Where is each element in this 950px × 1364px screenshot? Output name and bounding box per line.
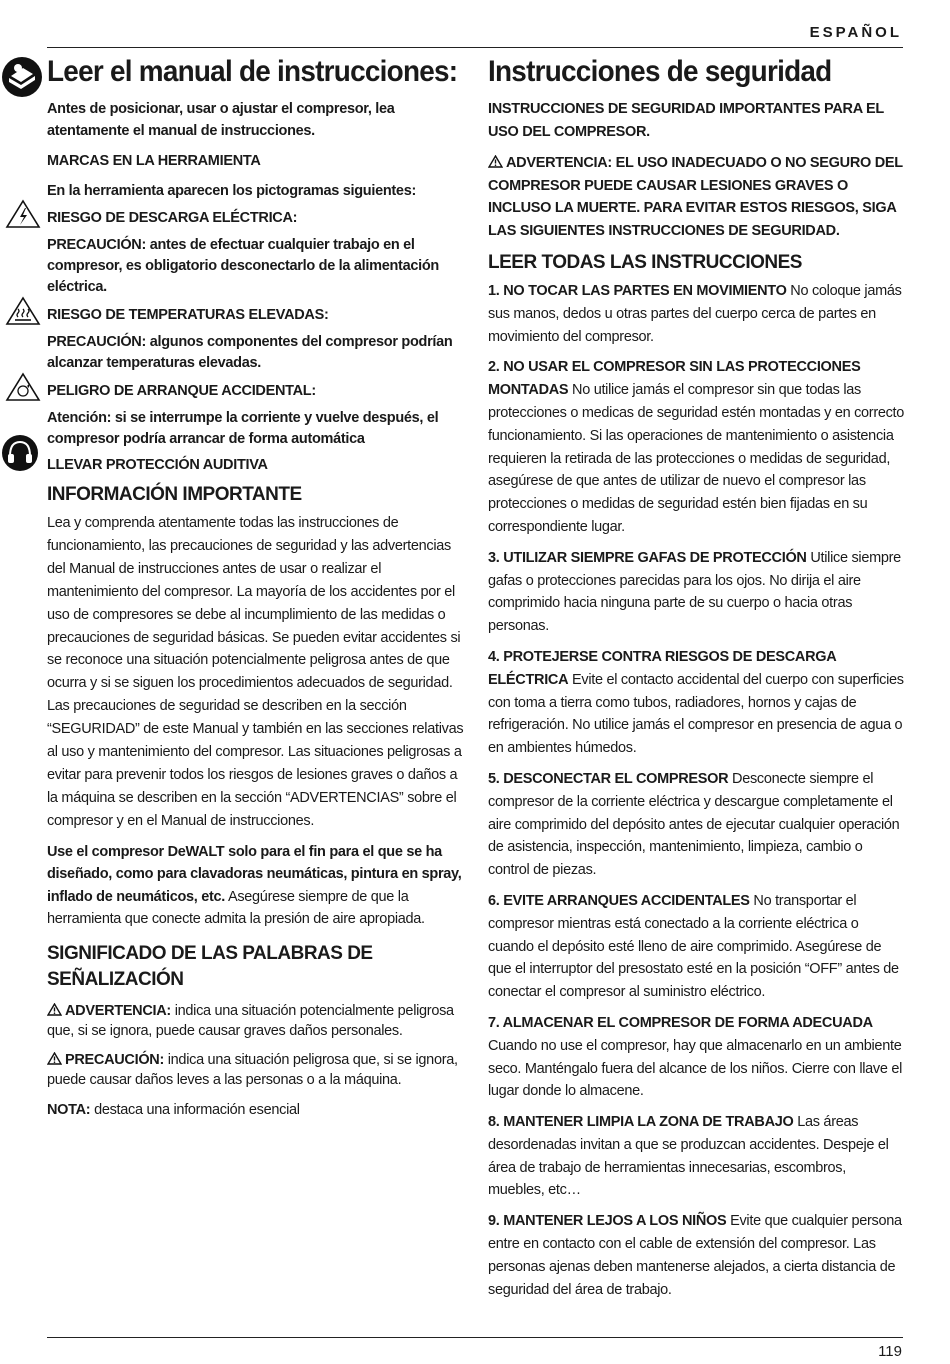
- warning-triangle-icon: [47, 1052, 62, 1065]
- ear-heading: LLEVAR PROTECCIÓN AUDITIVA: [47, 457, 268, 473]
- safety-warning: [488, 152, 906, 242]
- shock-pictogram-row: [47, 207, 465, 229]
- instruction-item: [488, 280, 906, 348]
- manual-intro: Antes de posicionar, usar o ajustar el compresor, lea atentamente el manual de instrucciones.: [47, 101, 395, 139]
- advertencia-label: ADVERTENCIA:: [65, 1002, 171, 1019]
- warning-triangle-icon: [488, 155, 503, 168]
- instruction-label: 4. PROTEJERSE CONTRA RIESGOS DE DESCARGA ELÉCTRICA: [488, 648, 836, 688]
- automatic-start-icon: [5, 372, 41, 402]
- instruction-item: [488, 890, 906, 1004]
- instruction-text: Utilice siempre gafas o protecciones parecidas para los ojos. No dirija el aire comprimido hacia ninguna parte de su cuerpo o hacia otras personas.: [488, 549, 901, 635]
- instruction-label: 8. MANTENER LIMPIA LA ZONA DE TRABAJO: [488, 1114, 794, 1131]
- start-pictogram-row: [47, 380, 465, 402]
- precaucion-text: indica una situación peligrosa que, si se ignora, puede causar daños leves a las personas o a la máquina.: [47, 1051, 458, 1089]
- instruction-text: Evite el contacto accidental del cuerpo con superficies con toma a tierra como tubos, radiadores, hornos y cajas de refrigeración. No utilice jamás el compresor en presencia de agua o en ambientes húmedos.: [488, 671, 904, 757]
- safety-subtitle: INSTRUCCIONES DE SEGURIDAD IMPORTANTES PARA EL USO DEL COMPRESOR.: [488, 101, 884, 140]
- shock-text: PRECAUCIÓN: antes de efectuar cualquier trabajo en el compresor, es obligatorio desconectarlo de la alimentación eléctrica.: [47, 237, 439, 295]
- start-heading: PELIGRO DE ARRANQUE ACCIDENTAL:: [47, 383, 316, 399]
- heat-text: PRECAUCIÓN: algunos componentes del compresor podrían alcanzar temperaturas elevadas.: [47, 334, 453, 371]
- instruction-label: 5. DESCONECTAR EL COMPRESOR: [488, 770, 729, 787]
- manual-section: [47, 54, 465, 90]
- heat-heading: RIESGO DE TEMPERATURAS ELEVADAS:: [47, 307, 329, 323]
- instruction-item: [488, 646, 906, 760]
- read-manual-icon: [1, 56, 43, 98]
- instruction-item: [488, 1111, 906, 1202]
- instruction-text: No coloque jamás sus manos, dedos u otras partes del cuerpo cerca de partes en movimiento del compresor.: [488, 283, 902, 345]
- page-title-right: Instrucciones de seguridad: [488, 55, 832, 88]
- use-text: Asegúrese siempre de que la herramienta que conecte admita la presión de aire apropiada.: [47, 888, 425, 928]
- electric-shock-icon: [5, 199, 41, 229]
- hot-surface-icon: [5, 296, 41, 326]
- shock-heading: RIESGO DE DESCARGA ELÉCTRICA:: [47, 210, 298, 226]
- page-title-left: Leer el manual de instrucciones:: [47, 55, 458, 88]
- instruction-text: No transportar el compresor mientras está conectado a la corriente eléctrica o cuando el depósito esté lleno de aire comprimido. Asegúrese de que el interruptor del presostato esté en la posición “OFF” antes de conectar el compresor al suministro eléctrico.: [488, 892, 899, 1001]
- page-number: 119: [878, 1343, 902, 1360]
- instruction-item: [488, 1210, 906, 1301]
- precaucion-paragraph: [47, 1050, 465, 1091]
- marks-intro: En la herramienta aparecen los pictogramas siguientes:: [47, 183, 416, 199]
- advertencia-paragraph: [47, 1001, 465, 1042]
- nota-paragraph: [47, 1099, 465, 1121]
- left-column: [47, 54, 465, 1127]
- nota-text: destaca una información esencial: [90, 1101, 300, 1118]
- instruction-item: [488, 768, 906, 882]
- warning-triangle-icon: [47, 1003, 62, 1016]
- header-rule: [47, 47, 903, 48]
- hearing-protection-icon: [1, 434, 39, 472]
- info-text: Lea y comprenda atentamente todas las instrucciones de funcionamiento, las precauciones de seguridad y las advertencias del Manual de instrucciones antes de usar o realizar el mantenimiento del compresor. La mayoría de los accidentes por el uso de compresores se debe al incumplimiento de las medidas o precauciones de seguridad básicas. Se pueden evitar accidentes si se reconoce una situación potencialmente peligrosa antes de que ocurra y si se siguen los procedimientos adecuados de seguridad. Las precauciones de seguridad se describen en la sección “SEGURIDAD” de este Manual y también en las secciones relativas al uso y mantenimiento del compresor. Las situaciones peligrosas a evitar para prevenir todos los riesgos de lesiones graves o daños a la máquina se describen en la sección “ADVERTENCIAS” sobre el compresor y en el Manual de instrucciones.: [47, 515, 464, 829]
- instruction-text: No utilice jamás el compresor sin que todas las protecciones o medicas de seguridad estén montadas y en correcto funcionamiento. Si las operaciones de mantenimiento o asistencia requieren la retirada de las protecciones o medidas de seguridad, asegúrese de que antes de utilizar de nuevo el compresor las protecciones o medidas de seguridad estén bien fijadas en su correspondiente lugar.: [488, 382, 905, 535]
- marks-heading: MARCAS EN LA HERRAMIENTA: [47, 153, 261, 169]
- instruction-text: Las áreas desordenadas invitan a que se produzcan accidentes. Despeje el área de trabajo de herramientas innecesarias, escombros, muebles, etc…: [488, 1114, 889, 1199]
- instruction-item: [488, 547, 906, 638]
- instruction-item: [488, 356, 906, 538]
- info-heading: INFORMACIÓN IMPORTANTE: [47, 484, 302, 505]
- instruction-text: Evite que cualquier persona entre en contacto con el cable de extensión del compresor. Las personas ajenas deben mantenerse alejados, a cierta distancia de seguridad del área de trabajo.: [488, 1213, 902, 1298]
- nota-label: NOTA:: [47, 1101, 91, 1118]
- language-label: ESPAÑOL: [809, 24, 902, 41]
- start-text: Atención: si se interrumpe la corriente y vuelve después, el compresor podría arrancar de forma automática: [47, 410, 439, 447]
- right-column: [488, 54, 906, 1309]
- ear-pictogram-row: [47, 454, 465, 476]
- use-paragraph: [47, 841, 465, 931]
- use-bold: Use el compresor DeWALT solo para el fin para el que se ha diseñado, como para clavadoras neumáticas, pintura en spray, inflado de neumáticos, etc.: [47, 843, 462, 905]
- instruction-label: 6. EVITE ARRANQUES ACCIDENTALES: [488, 892, 750, 909]
- instruction-item: [488, 1012, 906, 1103]
- instruction-label: 9. MANTENER LEJOS A LOS NIÑOS: [488, 1213, 727, 1230]
- instruction-list: [488, 280, 906, 1301]
- heat-pictogram-row: [47, 304, 465, 326]
- instruction-text: Cuando no use el compresor, hay que almacenarlo en un ambiente seco. Manténgalo fuera del alcance de los niños. Cierre con llave el lugar donde lo almacene.: [488, 1037, 903, 1100]
- instruction-text: Desconecte siempre el compresor de la corriente eléctrica y descargue completamente el aire comprimido del depósito antes de ejecutar cualquier operación de asistencia, inspección, mantenimiento, limpieza, cambio o control de piezas.: [488, 770, 900, 879]
- advertencia-text: indica una situación potencialmente peligrosa que, si se ignora, puede causar graves daños personales.: [47, 1002, 454, 1040]
- read-instructions-heading: LEER TODAS LAS INSTRUCCIONES: [488, 252, 802, 273]
- instruction-label: 3. UTILIZAR SIEMPRE GAFAS DE PROTECCIÓN: [488, 549, 807, 566]
- instruction-label: 7. ALMACENAR EL COMPRESOR DE FORMA ADECUADA: [488, 1014, 873, 1031]
- precaucion-label: PRECAUCIÓN:: [65, 1051, 165, 1068]
- signal-heading: SIGNIFICADO DE LAS PALABRAS DE SEÑALIZACIÓN: [47, 942, 373, 990]
- footer-rule: [47, 1337, 903, 1338]
- safety-warning-text: ADVERTENCIA: EL USO INADECUADO O NO SEGURO DEL COMPRESOR PUEDE CAUSAR LESIONES GRAVES O INCLUSO LA MUERTE. PARA EVITAR ESTOS RIESGOS, SIGA LAS SIGUIENTES INSTRUCCIONES DE SEGURIDAD.: [488, 155, 903, 239]
- instruction-label: 2. NO USAR EL COMPRESOR SIN LAS PROTECCIONES MONTADAS: [488, 359, 861, 399]
- instruction-label: 1. NO TOCAR LAS PARTES EN MOVIMIENTO: [488, 283, 787, 299]
